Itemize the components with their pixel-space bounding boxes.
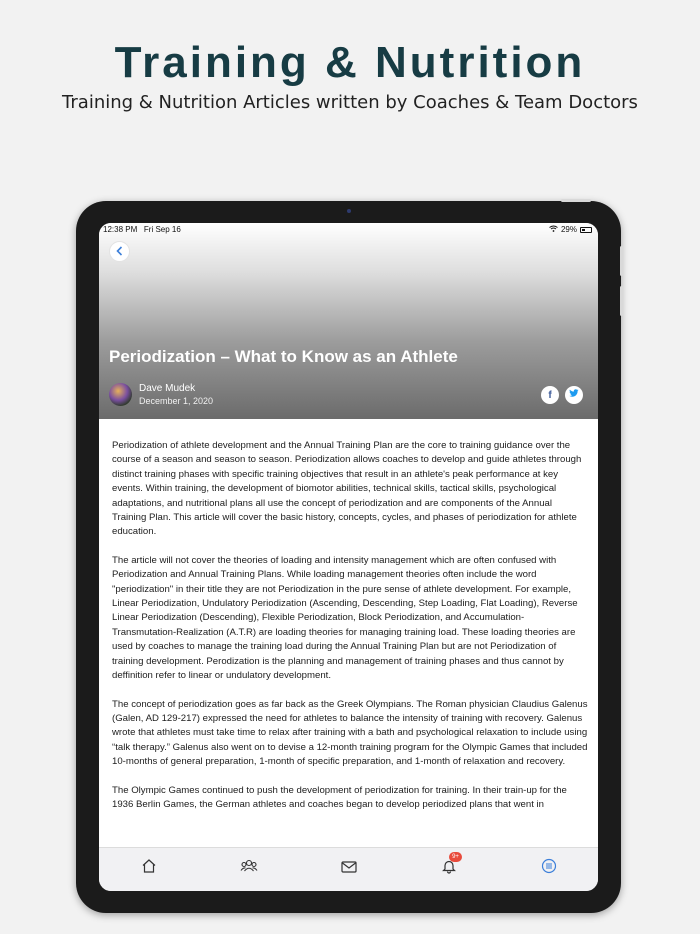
status-bar bbox=[103, 225, 592, 237]
tab-menu[interactable] bbox=[539, 858, 559, 878]
article-paragraph: The Olympic Games continued to push the development of periodization for training. In their train-up for the 1936 Berlin Games, the German athletes and coaches began to develop periodized plans that went in bbox=[112, 784, 567, 810]
camera bbox=[347, 209, 351, 213]
promo-title: Training & Nutrition bbox=[114, 38, 586, 87]
tab-home[interactable] bbox=[139, 858, 159, 878]
menu-icon bbox=[541, 858, 557, 878]
article-hero bbox=[99, 223, 598, 419]
promo-subtitle: Training & Nutrition Articles written by Coaches & Team Doctors bbox=[62, 92, 638, 113]
tablet-device bbox=[76, 201, 621, 913]
tab-notifications[interactable] bbox=[439, 854, 459, 878]
twitter-share-button[interactable] bbox=[565, 386, 583, 404]
notification-badge: 9+ bbox=[449, 852, 462, 862]
volume-button bbox=[561, 199, 591, 202]
home-icon bbox=[141, 858, 157, 878]
people-icon bbox=[240, 858, 258, 878]
battery-icon bbox=[580, 227, 592, 233]
side-button-2 bbox=[620, 286, 623, 316]
chevron-left-icon bbox=[116, 245, 123, 259]
back-button[interactable] bbox=[109, 241, 130, 262]
status-time: 12:38 PM bbox=[103, 225, 138, 234]
side-button bbox=[620, 246, 623, 276]
mail-icon bbox=[341, 859, 357, 878]
status-date: Fri Sep 16 bbox=[143, 225, 181, 234]
wifi-icon bbox=[549, 225, 558, 234]
tab-community[interactable] bbox=[239, 858, 259, 878]
article-paragraph: The concept of periodization goes as far back as the Greek Olympians. The Roman physician Claudius Galenus (Galen, AD 129-217) expressed the need for athletes to balance the intensity of training with recovery. Galenus wrote that athletes must take time to relax after training with a bath and psychological relaxation to include using “talk therapy.” Galenus also went on to devise a 12-month training program for the Olympic Games that included 10-months of general preparation, 1-month of specific preparation, and 1-month of relaxation and recovery. bbox=[112, 698, 588, 768]
author-avatar bbox=[109, 383, 132, 406]
facebook-icon: f bbox=[548, 389, 552, 401]
article-title: Periodization – What to Know as an Athlete bbox=[109, 347, 458, 366]
battery-percent: 29% bbox=[560, 225, 577, 234]
article-paragraph: Periodization of athlete development and the Annual Training Plan are the core to training guidance over the course of a season and season to season. Periodization allows coaches to develop and guide athletes through distinct training phases with specific training objectives that result in an athlete's peak performance at key events. Within training, the development of biomotor abilities, technical skills, tactical skills, psychological adaptations, and nutritional plans all use the concept of periodization and are components of the Annual Training Plan. This article will cover the basic history, concepts, cycles, and phases of periodization for athlete education. bbox=[112, 440, 582, 538]
tab-bar bbox=[99, 847, 598, 891]
article-paragraph: The article will not cover the theories of loading and intensity management which are often confused with Periodization and Annual Training Plans. While loading management theories often include the word "periodization" in their title they are not Periodization in the pure sense of athlete development. For example, Linear Periodization, Undulatory Periodization (Ascending, Descending, Step Loading, Flat Loading), Reverse Linear Periodization (Descending), Flexible Periodization, Block Periodization, and Accumulation-Transmutation-Realization (A.T.R) are loading theories for managing training load. These loading theories are used by coaches to manage the training load during the Annual Training Plan but are not Periodization of training development. Perodization is the planning and management of training phases and thus cannot by deffinition refer to linear or undulatory development. bbox=[112, 554, 578, 682]
twitter-icon bbox=[569, 389, 579, 401]
author-name[interactable]: Dave Mudek bbox=[139, 383, 196, 394]
app-screen bbox=[99, 223, 598, 891]
article-body bbox=[112, 439, 588, 826]
tab-messages[interactable] bbox=[339, 858, 359, 878]
article-date: December 1, 2020 bbox=[139, 396, 214, 406]
facebook-share-button[interactable] bbox=[541, 386, 559, 404]
